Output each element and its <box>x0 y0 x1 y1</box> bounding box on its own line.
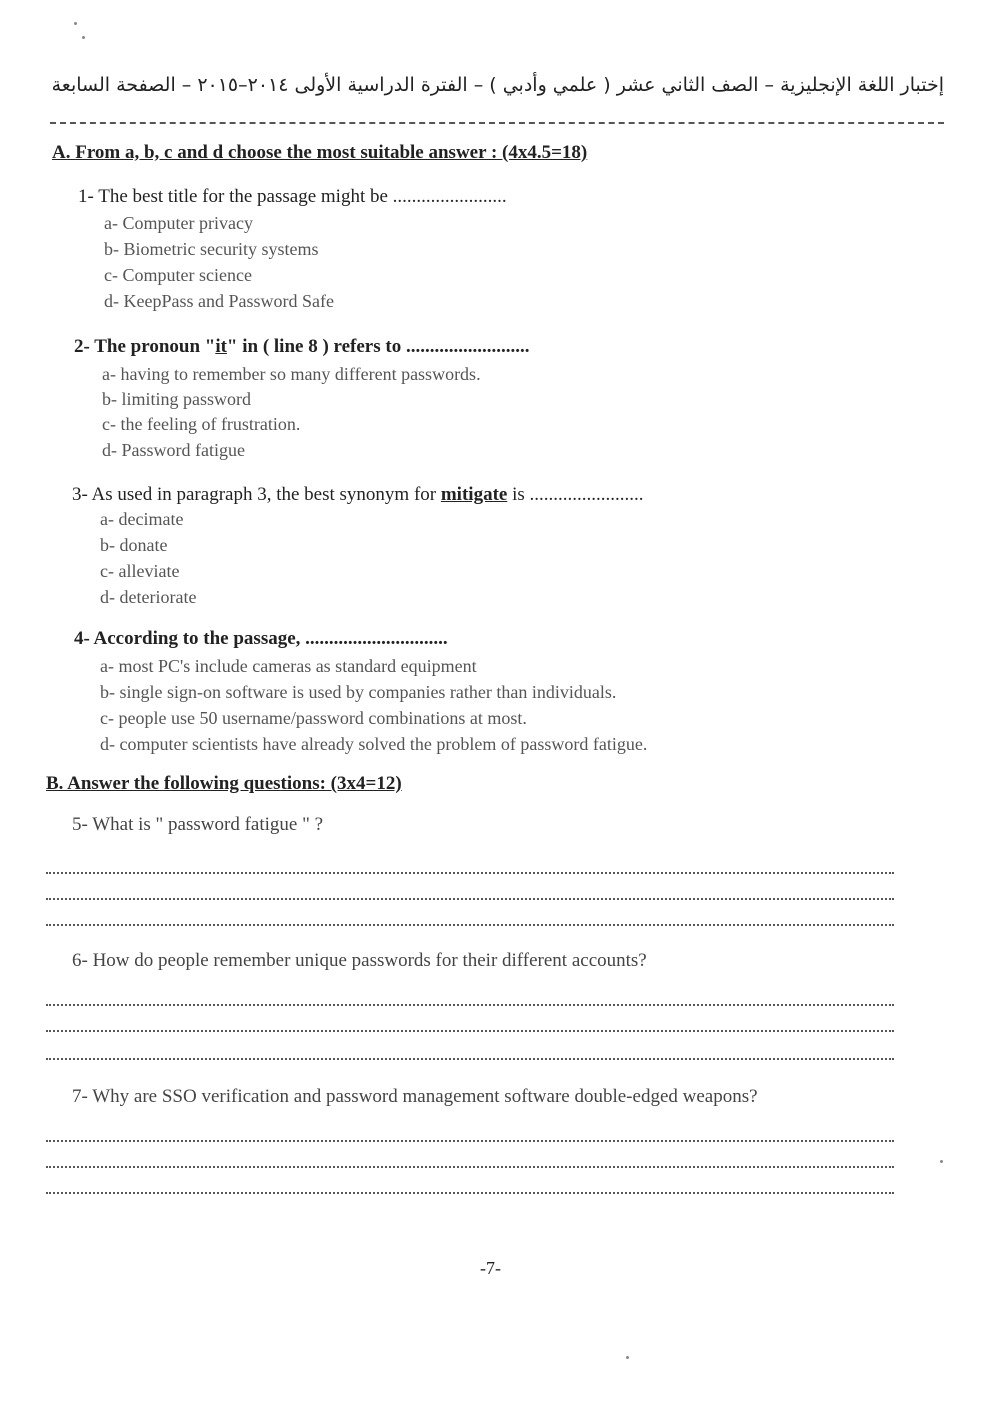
question-4-option-d: d- computer scientists have already solved the problem of password fatigue. <box>100 734 648 754</box>
scan-speck <box>74 22 77 25</box>
question-2-option-c: c- the feeling of frustration. <box>102 414 301 434</box>
answer-line[interactable] <box>46 872 894 874</box>
scan-speck <box>626 1356 629 1359</box>
section-a-title: A. From a, b, c and d choose the most suitable answer : (4x4.5=18) <box>52 142 588 163</box>
question-1-option-b: b- Biometric security systems <box>104 239 319 259</box>
question-3-stem-pre: 3- As used in paragraph 3, the best synonym for <box>72 484 441 505</box>
question-2-stem-post: " in ( line 8 ) refers to .......................... <box>226 336 530 357</box>
question-1-option-c: c- Computer science <box>104 265 252 285</box>
question-2-option-b: b- limiting password <box>102 389 251 409</box>
question-3-option-b: b- donate <box>100 535 168 555</box>
question-7-text: 7- Why are SSO verification and password management software double-edged weapons? <box>72 1086 758 1107</box>
question-2-keyword: it <box>215 336 227 357</box>
question-3-keyword: mitigate <box>440 484 508 505</box>
answer-line[interactable] <box>46 1030 894 1032</box>
question-4-option-b: b- single sign-on software is used by companies rather than individuals. <box>100 682 617 702</box>
question-3-option-a: a- decimate <box>100 509 184 529</box>
question-4-option-c: c- people use 50 username/password combinations at most. <box>100 708 527 728</box>
scan-speck <box>82 36 85 39</box>
question-1-option-a: a- Computer privacy <box>104 213 253 233</box>
answer-line[interactable] <box>46 1140 894 1142</box>
answer-line[interactable] <box>46 1166 894 1168</box>
answer-line[interactable] <box>46 898 894 900</box>
question-1-stem: 1- The best title for the passage might be ........................ <box>78 186 507 207</box>
question-6-text: 6- How do people remember unique passwords for their different accounts? <box>72 950 647 971</box>
question-2-option-d: d- Password fatigue <box>102 440 245 460</box>
exam-header: إختبار اللغة الإنجليزية – الصف الثاني عشر ( علمي وأدبي ) – الفترة الدراسية الأولى ٢٠١٤–٢٠١٥ – الصفحة السابعة <box>51 74 944 96</box>
question-4-stem: 4- According to the passage, .............................. <box>74 628 448 649</box>
question-4-option-a: a- most PC's include cameras as standard equipment <box>100 656 477 676</box>
question-2-stem <box>74 336 529 358</box>
question-2-option-a: a- having to remember so many different passwords. <box>102 364 481 384</box>
answer-line[interactable] <box>46 924 894 926</box>
scan-speck <box>940 1160 943 1163</box>
question-5-text: 5- What is " password fatigue " ? <box>72 814 324 835</box>
question-1-option-d: d- KeepPass and Password Safe <box>104 291 334 311</box>
header-divider <box>50 122 944 124</box>
section-b-title: B. Answer the following questions: (3x4=12) <box>46 773 402 794</box>
question-2-stem-pre: 2- The pronoun " <box>74 336 216 357</box>
question-3-option-c: c- alleviate <box>100 561 180 581</box>
answer-line[interactable] <box>46 1058 894 1060</box>
answer-line[interactable] <box>46 1004 894 1006</box>
question-3-option-d: d- deteriorate <box>100 587 197 607</box>
answer-line[interactable] <box>46 1192 894 1194</box>
page-number: -7- <box>480 1258 501 1278</box>
question-3-stem-post: is ........................ <box>507 484 644 505</box>
question-3-stem <box>72 484 644 506</box>
